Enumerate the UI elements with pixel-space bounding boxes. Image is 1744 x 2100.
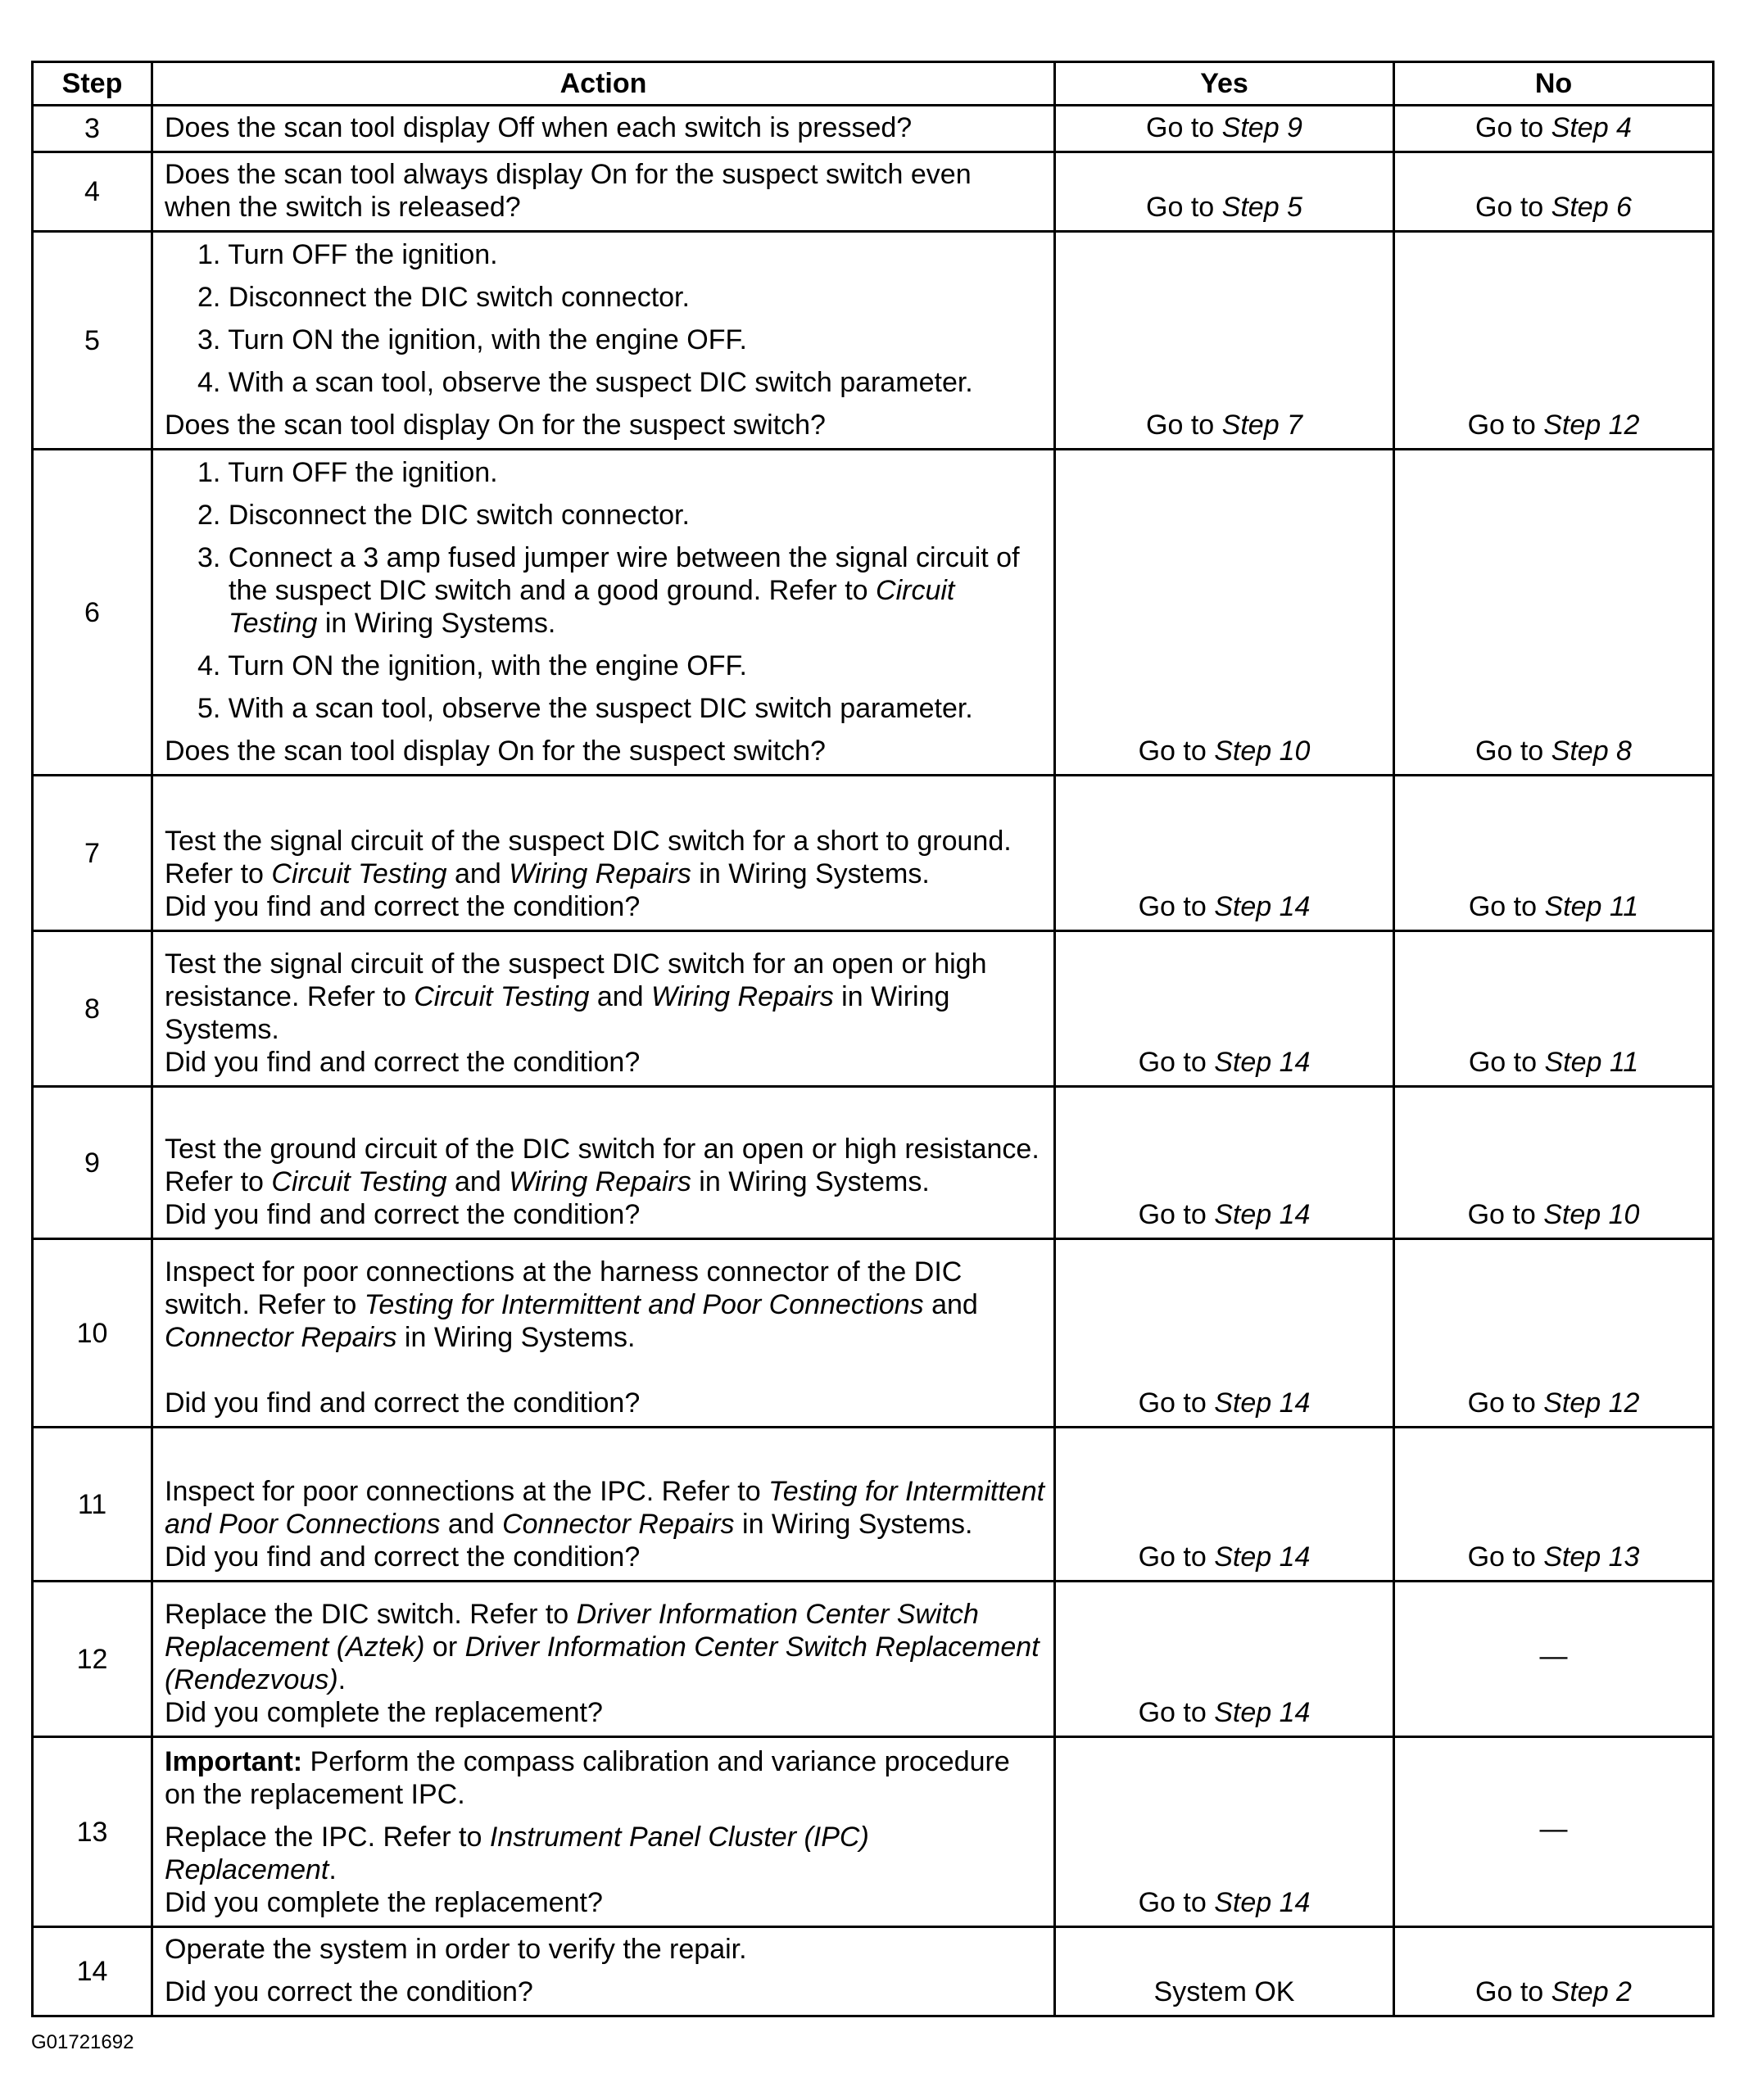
go-to-label: Go to [1468,1047,1538,1078]
action-question: Did you find and correct the condition? [165,891,641,922]
action-cell [152,1239,1055,1428]
no-cell [1394,152,1714,232]
diagnostic-table-container [31,61,1712,2017]
action-text: Test the signal circuit of the suspect DIC switch for a short to ground. Refer to Circuit Testing and Wiring Repairs in Wiring Systems. [165,826,1012,889]
action-cell [152,931,1055,1087]
procedure-item: 3. Connect a 3 amp fused jumper wire between the signal circuit of the suspect DIC switch and a good ground. Refer to Circuit Testing in Wiring Systems. [197,542,1020,639]
no-target: Step 11 [1544,1047,1639,1078]
no-target: Step 11 [1544,891,1639,922]
important-label: Important: [165,1746,303,1777]
go-to-label: Go to [1138,1047,1207,1078]
action-cell [152,106,1055,152]
action-cell [152,1927,1055,2016]
procedure-item: 1. Turn OFF the ignition. [197,239,498,270]
yes-target: Step 14 [1214,1199,1311,1230]
table-row [33,450,1714,776]
action-question: Does the scan tool display On for the suspect switch? [165,410,826,441]
reference-link: Circuit Testing [414,981,590,1012]
reference-link: Wiring Repairs [651,981,834,1012]
no-cell: — [1394,1737,1714,1927]
go-to-label: Go to [1467,410,1536,441]
go-to-label: Go to [1467,1387,1536,1419]
yes-cell [1055,152,1394,232]
action-text: Operate the system in order to verify the repair. [165,1934,747,1965]
no-target: Step 2 [1551,1976,1632,2007]
action-cell [152,1087,1055,1239]
action-question: Does the scan tool display On for the suspect switch? [165,735,826,767]
action-question: Did you find and correct the condition? [165,1199,641,1230]
reference-link: Circuit Testing [229,575,955,639]
step-number: 9 [33,1087,152,1239]
go-to-label: Go to [1146,192,1215,223]
yes-cell [1055,450,1394,776]
action-question: Did you find and correct the condition? [165,1387,641,1419]
reference-link: Testing for Intermittent and Poor Connections [364,1289,924,1320]
action-text: Replace the IPC. Refer to Instrument Panel Cluster (IPC) Replacement. [165,1822,869,1885]
no-cell: — [1394,1582,1714,1737]
table-row [33,152,1714,232]
table-row [33,1737,1714,1927]
go-to-label: Go to [1138,1199,1207,1230]
table-row [33,106,1714,152]
yes-cell [1055,1737,1394,1927]
action-text: Test the ground circuit of the DIC switch for an open or high resistance. Refer to Circuit Testing and Wiring Repairs in Wiring Systems. [165,1134,1040,1197]
reference-link: Circuit Testing [271,858,447,889]
go-to-label: Go to [1138,1697,1207,1728]
reference-link: Connector Repairs [502,1509,735,1540]
spacer [165,1354,1045,1387]
yes-cell [1055,1239,1394,1428]
table-row [33,1087,1714,1239]
table-row [33,1239,1714,1428]
go-to-label: Go to [1468,891,1538,922]
table-row [33,1927,1714,2016]
step-number: 8 [33,931,152,1087]
header-step: Step [33,62,152,106]
reference-link: Circuit Testing [271,1166,447,1197]
yes-target: Step 14 [1214,891,1311,922]
step-number: 10 [33,1239,152,1428]
action-text: Does the scan tool always display On for the suspect switch even [165,159,972,190]
reference-link: Wiring Repairs [509,858,691,889]
yes-target: Step 14 [1214,1387,1311,1419]
go-to-label: Go to [1138,891,1207,922]
procedure-item: 5. With a scan tool, observe the suspect DIC switch parameter. [197,693,973,724]
go-to-label: Go to [1138,735,1207,767]
go-to-label: Go to [1467,1199,1536,1230]
yes-target: Step 7 [1221,410,1302,441]
no-cell [1394,1428,1714,1582]
go-to-label: Go to [1138,1387,1207,1419]
yes-target: Step 14 [1214,1541,1311,1573]
go-to-label: Go to [1475,112,1544,143]
go-to-label: Go to [1475,735,1544,767]
reference-link: Testing for Intermittent and Poor Connections [165,1476,1045,1540]
step-number: 7 [33,776,152,931]
no-target: Step 12 [1543,1387,1640,1419]
action-text: when the switch is released? [165,192,521,223]
no-target: Step 6 [1551,192,1632,223]
go-to-label: Go to [1475,192,1544,223]
action-text: Inspect for poor connections at the IPC. Refer to Testing for Intermittent and Poor Connections and Connector Repairs in Wiring Systems. [165,1476,1045,1540]
step-number: 12 [33,1582,152,1737]
action-cell [152,232,1055,450]
yes-cell [1055,1582,1394,1737]
no-cell [1394,232,1714,450]
action-cell [152,1428,1055,1582]
yes-target: Step 5 [1221,192,1302,223]
yes-cell [1055,776,1394,931]
no-cell [1394,1927,1714,2016]
no-target: Step 13 [1543,1541,1640,1573]
go-to-label: Go to [1467,1541,1536,1573]
important-note: Important: Perform the compass calibration and variance procedure on the replacement IPC. [165,1746,1010,1810]
yes-cell [1055,1087,1394,1239]
yes-target: Step 10 [1214,735,1311,767]
yes-cell [1055,232,1394,450]
procedure-item: 3. Turn ON the ignition, with the engine OFF. [197,324,747,355]
action-text: Replace the DIC switch. Refer to Driver Information Center Switch Replacement (Aztek) or Driver Information Center Switch Replacement (Rendezvous). [165,1599,1040,1695]
table-row [33,776,1714,931]
diagnostic-table [31,61,1715,2017]
go-to-label: Go to [1475,1976,1544,2007]
yes-target: Step 14 [1214,1887,1311,1918]
reference-link: Wiring Repairs [509,1166,691,1197]
yes-target: Step 14 [1214,1697,1311,1728]
yes-cell [1055,931,1394,1087]
step-number: 3 [33,106,152,152]
table-row [33,931,1714,1087]
yes-cell [1055,106,1394,152]
header-yes: Yes [1055,62,1394,106]
procedure-item: 2. Disconnect the DIC switch connector. [197,282,690,313]
header-no: No [1394,62,1714,106]
header-row [33,62,1714,106]
no-target: Step 8 [1551,735,1632,767]
table-row [33,1428,1714,1582]
step-number: 5 [33,232,152,450]
step-number: 4 [33,152,152,232]
no-cell [1394,931,1714,1087]
no-cell [1394,776,1714,931]
no-cell [1394,1239,1714,1428]
step-number: 14 [33,1927,152,2016]
action-question: Did you complete the replacement? [165,1697,603,1728]
action-text: Does the scan tool display Off when each switch is pressed? [165,112,913,143]
step-number: 13 [33,1737,152,1927]
step-number: 11 [33,1428,152,1582]
procedure-item: 4. Turn ON the ignition, with the engine OFF. [197,650,747,681]
no-cell [1394,450,1714,776]
action-cell [152,450,1055,776]
action-cell [152,152,1055,232]
table-row [33,1582,1714,1737]
action-question: Did you correct the condition? [165,1976,533,2007]
action-cell [152,1737,1055,1927]
go-to-label: Go to [1138,1541,1207,1573]
header-action: Action [152,62,1055,106]
action-question: Did you find and correct the condition? [165,1047,641,1078]
yes-cell [1055,1428,1394,1582]
no-target: Step 4 [1551,112,1632,143]
step-number: 6 [33,450,152,776]
action-cell [152,1582,1055,1737]
action-text: Inspect for poor connections at the harness connector of the DIC switch. Refer to Testing for Intermittent and Poor Connections and Connector Repairs in Wiring Systems. [165,1256,978,1353]
yes-target: Step 9 [1221,112,1302,143]
reference-link: Driver Information Center Switch Replacement (Aztek) [165,1599,979,1663]
table-row [33,232,1714,450]
action-text: Test the signal circuit of the suspect DIC switch for an open or high resistance. Refer to Circuit Testing and Wiring Repairs in Wiring Systems. [165,948,987,1045]
no-cell [1394,1087,1714,1239]
go-to-label: Go to [1146,410,1215,441]
figure-id: G01721692 [31,2031,134,2053]
go-to-label: Go to [1138,1887,1207,1918]
action-question: Did you complete the replacement? [165,1887,603,1918]
reference-link: Driver Information Center Switch Replacement (Rendezvous) [165,1632,1040,1695]
procedure-item: 1. Turn OFF the ignition. [197,457,498,488]
yes-target: Step 14 [1214,1047,1311,1078]
yes-cell: System OK [1055,1927,1394,2016]
reference-link: Instrument Panel Cluster (IPC) Replacement [165,1822,869,1885]
no-target: Step 10 [1543,1199,1640,1230]
action-question: Did you find and correct the condition? [165,1541,641,1573]
no-target: Step 12 [1543,410,1640,441]
reference-link: Connector Repairs [165,1322,397,1353]
go-to-label: Go to [1146,112,1215,143]
procedure-item: 2. Disconnect the DIC switch connector. [197,500,690,531]
action-cell [152,776,1055,931]
procedure-item: 4. With a scan tool, observe the suspect DIC switch parameter. [197,367,973,398]
no-cell [1394,106,1714,152]
